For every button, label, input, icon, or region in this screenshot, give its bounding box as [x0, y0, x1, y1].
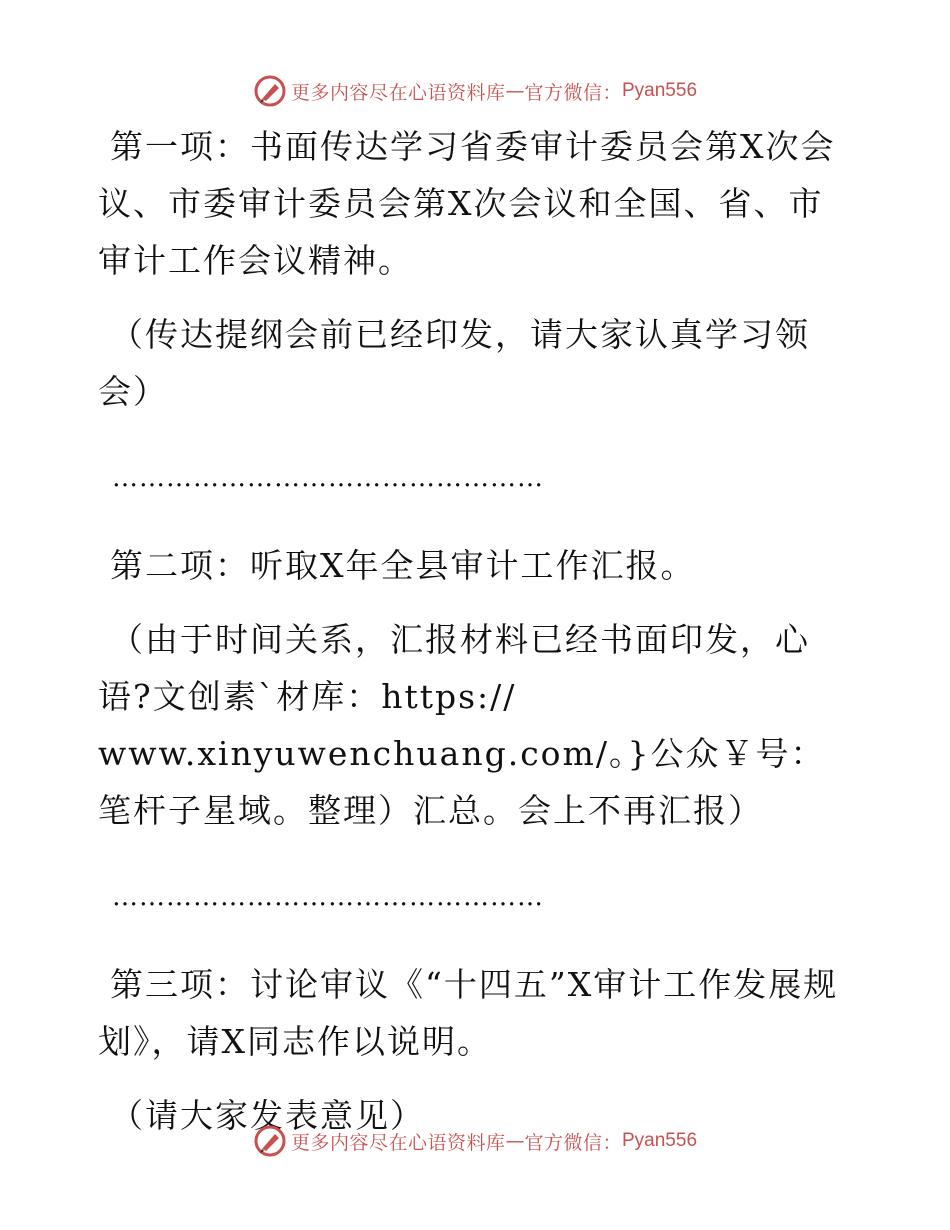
watermark-id: Pyan556: [622, 80, 698, 101]
pen-logo-icon: [253, 1124, 287, 1158]
ellipsis-divider-2: …………………………………………: [112, 882, 544, 912]
watermark-text: 更多内容尽在心语资料库: [290, 81, 506, 104]
paragraph-item-3: 第三项：讨论审议《“十四五”X审计工作发展规划》，请X同志作以说明。: [98, 965, 839, 1061]
watermark-footer: [0, 1121, 950, 1161]
paragraph-item-2: 第二项：听取X年全县审计工作汇报。: [110, 546, 696, 585]
paragraph-item-3-note: （请大家发表意见）: [110, 1096, 425, 1135]
ellipsis-divider-1: …………………………………………: [112, 463, 544, 493]
watermark-label: 官方微信：: [524, 81, 622, 104]
watermark-separator: —: [505, 1130, 525, 1152]
paragraph-item-2-note-cont: www.xinyuwenchuang.com/。}公众￥号：笔杆子星域。整理）汇总。会上不再汇报）: [98, 734, 826, 830]
paragraph-item-2-note: （由于时间关系，汇报材料已经书面印发，心语?文创素`材库：https://: [98, 620, 810, 716]
paragraph-item-1-note: （传达提纲会前已经印发，请大家认真学习领会）: [98, 315, 810, 411]
watermark-header: [0, 71, 950, 111]
watermark-label: 官方微信：: [524, 1131, 622, 1154]
watermark-separator: —: [505, 80, 525, 102]
paragraph-item-1: 第一项：书面传达学习省委审计委员会第X次会议、市委审计委员会第X次会议和全国、省、市审计工作会议精神。: [98, 127, 836, 280]
document-body: [98, 118, 858, 1144]
pen-logo-icon: [253, 74, 287, 108]
watermark-id: Pyan556: [622, 1130, 698, 1151]
watermark-text: 更多内容尽在心语资料库: [290, 1131, 506, 1154]
